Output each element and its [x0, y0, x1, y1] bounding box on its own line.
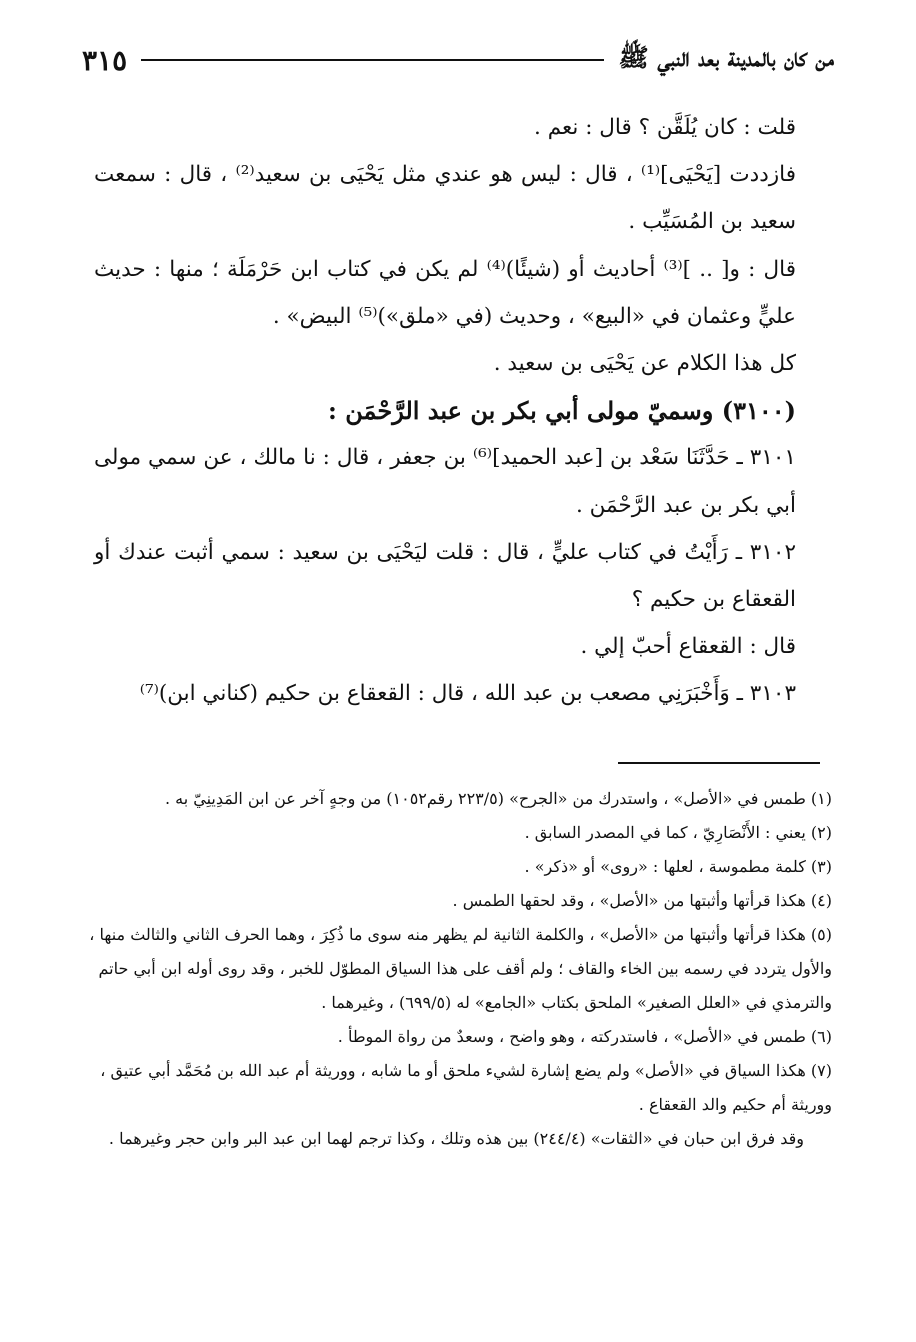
- paragraph: ٣١٠١ ـ حَدَّثَنَا سَعْد بن [عبد الحميد]⁽⁶⁾ بن جعفر ، قال : نا مالك ، عن سمي مولى أبي بكر بن عبد الرَّحْمَن .: [94, 445, 796, 518]
- page-number: ٣١٥: [82, 43, 128, 77]
- paragraph: ٣١٠٢ ـ رَأَيْتُ في كتاب عليٍّ ، قال : قلت ليَحْيَى بن سعيد : سمي أثبت عندك أو القعقاع بن حكيم ؟: [94, 539, 796, 613]
- footnote: (٦) طمس في «الأصل» ، فاستدركته ، وهو واضح ، وسعدٌ من رواة الموطأ .: [337, 1027, 832, 1046]
- footnote: (٧) هكذا السياق في «الأصل» ولم يضع إشارة لشيء ملحق أو ما شابه ، ووريثة أم عبد الله بن مُحَمَّد أبي عتيق ، ووريثة أم حكيم والد القعقاع .: [100, 1061, 832, 1114]
- page-header: [82, 40, 834, 80]
- section-heading: (٣١٠٠) وسميّ مولى أبي بكر بن عبد الرَّحْمَن :: [328, 396, 796, 426]
- footnote-continuation: وقد فرق ابن حبان في «الثقات» (٢٤٤/٤) بين هذه وتلك ، وكذا ترجم لهما ابن عبد البر وابن حجر وغيرهما .: [108, 1129, 804, 1148]
- paragraph: كل هذا الكلام عن يَحْيَى بن سعيد .: [493, 351, 796, 377]
- footnote-divider: [618, 762, 820, 764]
- footnote: (٣) كلمة مطموسة ، لعلها : «روى» أو «ذكر» .: [524, 857, 832, 876]
- header-rule: [141, 59, 604, 61]
- paragraph: ٣١٠٣ ـ وَأَخْبَرَنِي مصعب بن عبد الله ، قال : القعقاع بن حكيم (كناني ابن)⁽⁷⁾: [139, 681, 796, 707]
- paragraph: قال : القعقاع أحبّ إلي .: [580, 634, 796, 660]
- paragraph: قال : و[ .. ]⁽³⁾ أحاديث أو (شيئًا)⁽⁴⁾ لم يكن في كتاب ابن حَرْمَلَة ؛ منها : حديث عليٍّ وعثمان في «البيع» ، وحديث (في «ملق»)⁽⁵⁾ البيض» .: [94, 256, 796, 329]
- main-text: [94, 104, 832, 718]
- paragraph: قلت : كان يُلَقَّن ؟ قال : نعم .: [534, 115, 796, 140]
- paragraph: فازددت [يَحْيَى]⁽¹⁾ ، قال : ليس هو عندي مثل يَحْيَى بن سعيد⁽²⁾ ، قال : سمعت سعيد بن المُسَيِّب .: [94, 162, 796, 235]
- footnote: (٢) يعني : الأَنْصَارِيّ ، كما في المصدر السابق .: [524, 823, 832, 842]
- running-title: من كان بالمدينة بعد النبي ﷺ: [618, 42, 834, 72]
- footnote: (٥) هكذا قرأتها وأثبتها من «الأصل» ، والكلمة الثانية لم يظهر منه سوى ما ذُكِرَ ، وهما الحرف الثاني والثالث منها ، والأول يتردد في رسمه بين الخاء والقاف ؛ ولم أقف على هذا السياق المطوّل للخبر ، وقد روى أوله ابن أبي حاتم والترمذي في «العلل الصغير» الملحق بكتاب «الجامع» له (٦٩٩/٥) ، وغيرهما .: [89, 925, 832, 1012]
- footnote: (١) طمس في «الأصل» ، واستدرك من «الجرح» (٢٢٣/٥ رقم١٠٥٢) من وجهٍ آخر عن ابن المَدِينِيّ به .: [164, 789, 832, 808]
- footnotes: [88, 782, 832, 1156]
- footnote: (٤) هكذا قرأتها وأثبتها من «الأصل» ، وقد لحقها الطمس .: [452, 891, 832, 910]
